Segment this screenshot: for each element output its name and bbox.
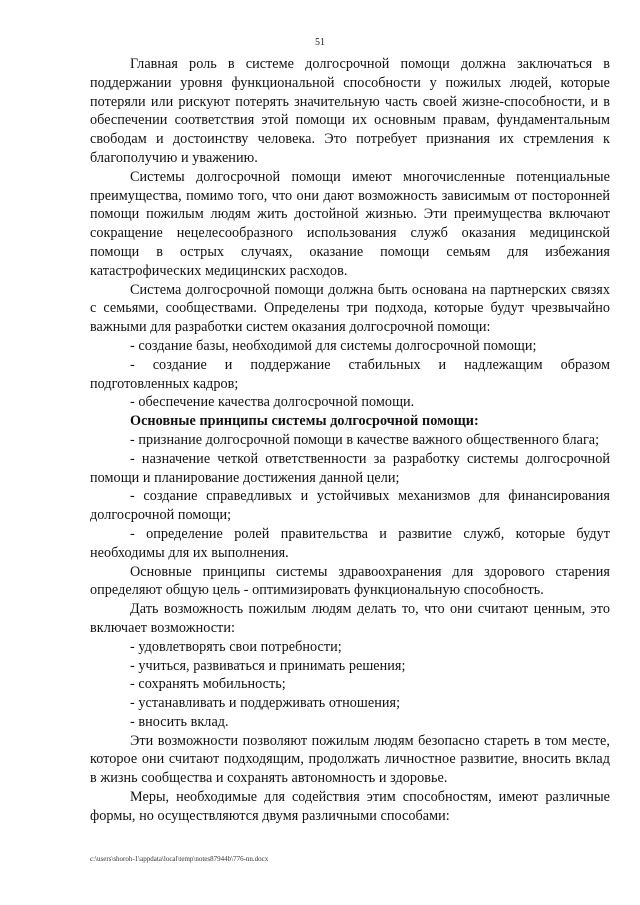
list-item: - создание базы, необходимой для системы долгосрочной помощи; <box>130 337 537 354</box>
list-item: - создание и поддержание стабильных и надлежащим образом подготовленных кадров; <box>90 356 610 392</box>
paragraph-advantages: Системы долгосрочной помощи имеют многочисленные потенциальные преимущества, помимо того, что они дают возможность зависимым от посторонней помощи пожилым людям жить достойной жизнью. Эти преимущества включают сокращение нецелесообразного использования служб оказания медицинской помощи в острых случаях, оказание помощи семьям для избежания катастрофических медицинских расходов. <box>90 168 610 279</box>
list-item: - сохранять мобильность; <box>130 676 286 693</box>
paragraph-health-principles: Основные принципы системы здравоохранения для здорового старения определяют общую цель - оптимизировать функциональную способность. <box>90 563 610 599</box>
paragraph-capabilities-benefits: Эти возможности позволяют пожилым людям безопасно стареть в том месте, которое они считают подходящим, продолжать личностное развитие, вносить вклад в жизнь сообщества и сохранять автономность и здоровье. <box>90 732 610 787</box>
section-heading: Основные принципы системы долгосрочной помощи: <box>130 413 479 430</box>
list-item: - вносить вклад. <box>130 713 229 730</box>
list-item: - создание справедливых и устойчивых механизмов для финансирования долгосрочной помощи; <box>90 488 610 524</box>
list-item: - учиться, развиваться и принимать решения; <box>130 657 406 674</box>
list-item: - определение ролей правительства и развитие служб, которые будут необходимы для их выполнения. <box>90 525 610 561</box>
list-item: - обеспечение качества долгосрочной помощи. <box>130 394 415 411</box>
list-item: - устанавливать и поддерживать отношения; <box>130 695 401 712</box>
list-item: - признание долгосрочной помощи в качестве важного общественного блага; <box>130 431 600 448</box>
footer-file-path: c:\users\shoroh-1\appdata\local\temp\notes87944b\776-nn.docx <box>90 855 269 863</box>
paragraph-capabilities-intro: Дать возможность пожилым людям делать то, что они считают ценным, это включает возможности: <box>90 601 610 636</box>
paragraph-measures: Меры, необходимые для содействия этим способностям, имеют различные формы, но осуществляются двумя различными способами: <box>90 789 610 824</box>
list-item: - назначение четкой ответственности за разработку системы долгосрочной помощи и планирование достижения данной цели; <box>90 450 610 486</box>
list-item: - удовлетворять свои потребности; <box>130 638 342 655</box>
body-text <box>90 55 610 826</box>
paragraph-partnership: Система долгосрочной помощи должна быть основана на партнерских связях с семьями, сообществами. Определены три подхода, которые будут чрезвычайно важными для разработки систем оказания долгосрочной помощи: <box>90 281 610 336</box>
paragraph-main-role: Главная роль в системе долгосрочной помощи должна заключаться в поддержании уровня функциональной способности у пожилых людей, которые потеряли или рискуют потерять значительную часть своей жизне-способности, и в обеспечении соответствия этой помощи их основным правам, фундаментальным свободам и достоинству человека. Это потребует признания их стремления к благополучию и уважению. <box>90 56 610 166</box>
page-number: 51 <box>315 37 325 48</box>
